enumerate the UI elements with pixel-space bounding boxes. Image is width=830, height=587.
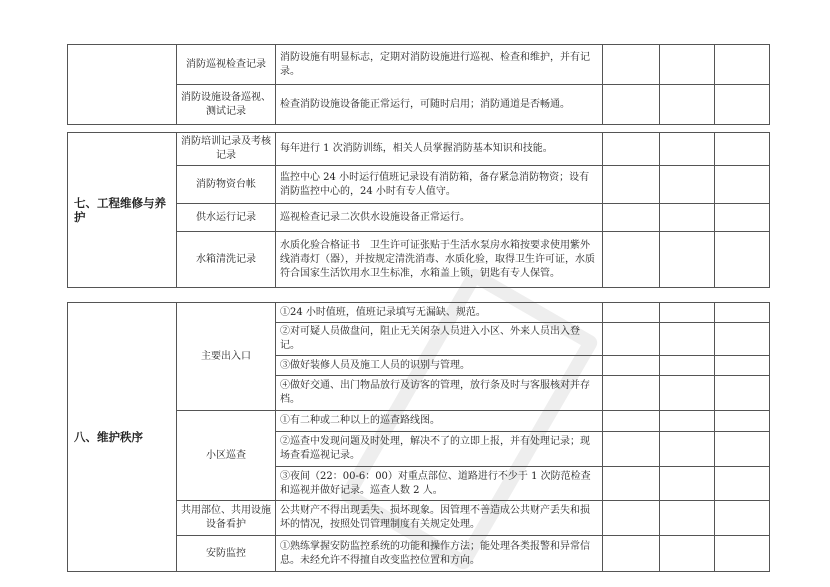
check-cell[interactable] xyxy=(715,85,770,125)
check-cell[interactable] xyxy=(603,432,660,467)
section-title: 八、维护秩序 xyxy=(68,303,177,572)
check-cell[interactable] xyxy=(603,356,660,376)
check-cell[interactable] xyxy=(660,232,715,288)
check-cell[interactable] xyxy=(715,45,770,85)
check-cell[interactable] xyxy=(603,85,660,125)
check-cell[interactable] xyxy=(603,303,660,323)
check-cell[interactable] xyxy=(715,303,770,323)
subitem-cell: 共用部位、共用设施设备看护 xyxy=(177,501,276,536)
check-cell[interactable] xyxy=(715,323,770,356)
subitem-cell: 消防设施设备巡视、测试记录 xyxy=(177,85,276,125)
check-cell[interactable] xyxy=(715,166,770,204)
check-cell[interactable] xyxy=(660,356,715,376)
check-cell[interactable] xyxy=(603,323,660,356)
check-cell[interactable] xyxy=(715,133,770,166)
check-cell[interactable] xyxy=(715,356,770,376)
fire-inspection-table xyxy=(67,44,770,125)
requirement-cell: ④做好交通、出门物品放行及访客的管理，放行条及时与客服核对并存档。 xyxy=(276,376,603,411)
check-cell[interactable] xyxy=(715,411,770,432)
subitem-cell: 供水运行记录 xyxy=(177,204,276,232)
requirement-cell: 巡视检查记录二次供水设施设备正常运行。 xyxy=(276,204,603,232)
requirement-cell: ①有二种或二种以上的巡查路线图。 xyxy=(276,411,603,432)
check-cell[interactable] xyxy=(660,467,715,501)
check-cell[interactable] xyxy=(603,204,660,232)
subitem-cell: 主要出入口 xyxy=(177,303,276,411)
check-cell[interactable] xyxy=(715,536,770,572)
table-row xyxy=(68,133,770,166)
subitem-cell: 消防培训记录及考核记录 xyxy=(177,133,276,166)
check-cell[interactable] xyxy=(715,501,770,536)
table-row xyxy=(68,303,770,323)
section-title: 七、工程维修与养护 xyxy=(68,133,177,288)
check-cell[interactable] xyxy=(715,432,770,467)
check-cell[interactable] xyxy=(660,133,715,166)
requirement-cell: ②对可疑人员做盘问，阻止无关闲杂人员进入小区、外来人员出入登记。 xyxy=(276,323,603,356)
check-cell[interactable] xyxy=(660,85,715,125)
order-maintenance-table xyxy=(67,302,770,572)
requirement-cell: ③做好装修人员及施工人员的识别与管理。 xyxy=(276,356,603,376)
check-cell[interactable] xyxy=(603,467,660,501)
check-cell[interactable] xyxy=(715,376,770,411)
engineering-maintenance-table xyxy=(67,132,770,288)
check-cell[interactable] xyxy=(660,411,715,432)
subitem-cell: 消防物资台帐 xyxy=(177,166,276,204)
requirement-cell: 监控中心 24 小时运行值班记录设有消防箱，备存紧急消防物资；设有消防监控中心的，24 小时有专人值守。 xyxy=(276,166,603,204)
check-cell[interactable] xyxy=(660,45,715,85)
check-cell[interactable] xyxy=(660,303,715,323)
check-cell[interactable] xyxy=(715,467,770,501)
table-row xyxy=(68,45,770,85)
requirement-cell: 消防设施有明显标志，定期对消防设施进行巡视、检查和维护，并有记录。 xyxy=(276,45,603,85)
check-cell[interactable] xyxy=(660,536,715,572)
check-cell[interactable] xyxy=(660,323,715,356)
subitem-cell: 水箱清洗记录 xyxy=(177,232,276,288)
section-cell xyxy=(68,45,177,125)
check-cell[interactable] xyxy=(715,204,770,232)
subitem-cell: 安防监控 xyxy=(177,536,276,572)
subitem-cell: 消防巡视检查记录 xyxy=(177,45,276,85)
check-cell[interactable] xyxy=(603,232,660,288)
check-cell[interactable] xyxy=(660,501,715,536)
check-cell[interactable] xyxy=(715,232,770,288)
check-cell[interactable] xyxy=(603,536,660,572)
check-cell[interactable] xyxy=(603,166,660,204)
check-cell[interactable] xyxy=(603,411,660,432)
check-cell[interactable] xyxy=(603,45,660,85)
check-cell[interactable] xyxy=(603,133,660,166)
requirement-cell: ②巡查中发现问题及时处理，解决不了的立即上报，并有处理记录；现场查看巡视记录。 xyxy=(276,432,603,467)
requirement-cell: 检查消防设施设备能正常运行，可随时启用；消防通道是否畅通。 xyxy=(276,85,603,125)
subitem-cell: 小区巡查 xyxy=(177,411,276,501)
check-cell[interactable] xyxy=(660,166,715,204)
requirement-cell: ③夜间（22：00-6：00）对重点部位、道路进行不少于 1 次防范检查和巡视并做好记录。巡查人数 2 人。 xyxy=(276,467,603,501)
check-cell[interactable] xyxy=(603,376,660,411)
requirement-cell: ①熟练掌握安防监控系统的功能和操作方法；能处理各类报警和异常信息。未经允许不得擅自改变监控位置和方向。 xyxy=(276,536,603,572)
requirement-cell: 公共财产不得出现丢失、损坏现象。因管理不善造成公共财产丢失和损坏的情况，按照处罚管理制度有关规定处理。 xyxy=(276,501,603,536)
requirement-cell: 每年进行 1 次消防训练，相关人员掌握消防基本知识和技能。 xyxy=(276,133,603,166)
check-cell[interactable] xyxy=(660,204,715,232)
requirement-cell: 水质化验合格证书 卫生许可证张贴于生活水泵房水箱按要求使用紫外线消毒灯（器），并按规定清洗消毒、水质化验，取得卫生许可证，水质符合国家生活饮用水卫生标准，水箱盖上锁，钥匙有专人保管。 xyxy=(276,232,603,288)
requirement-cell: ①24 小时值班，值班记录填写无漏缺、规范。 xyxy=(276,303,603,323)
check-cell[interactable] xyxy=(603,501,660,536)
check-cell[interactable] xyxy=(660,432,715,467)
check-cell[interactable] xyxy=(660,376,715,411)
